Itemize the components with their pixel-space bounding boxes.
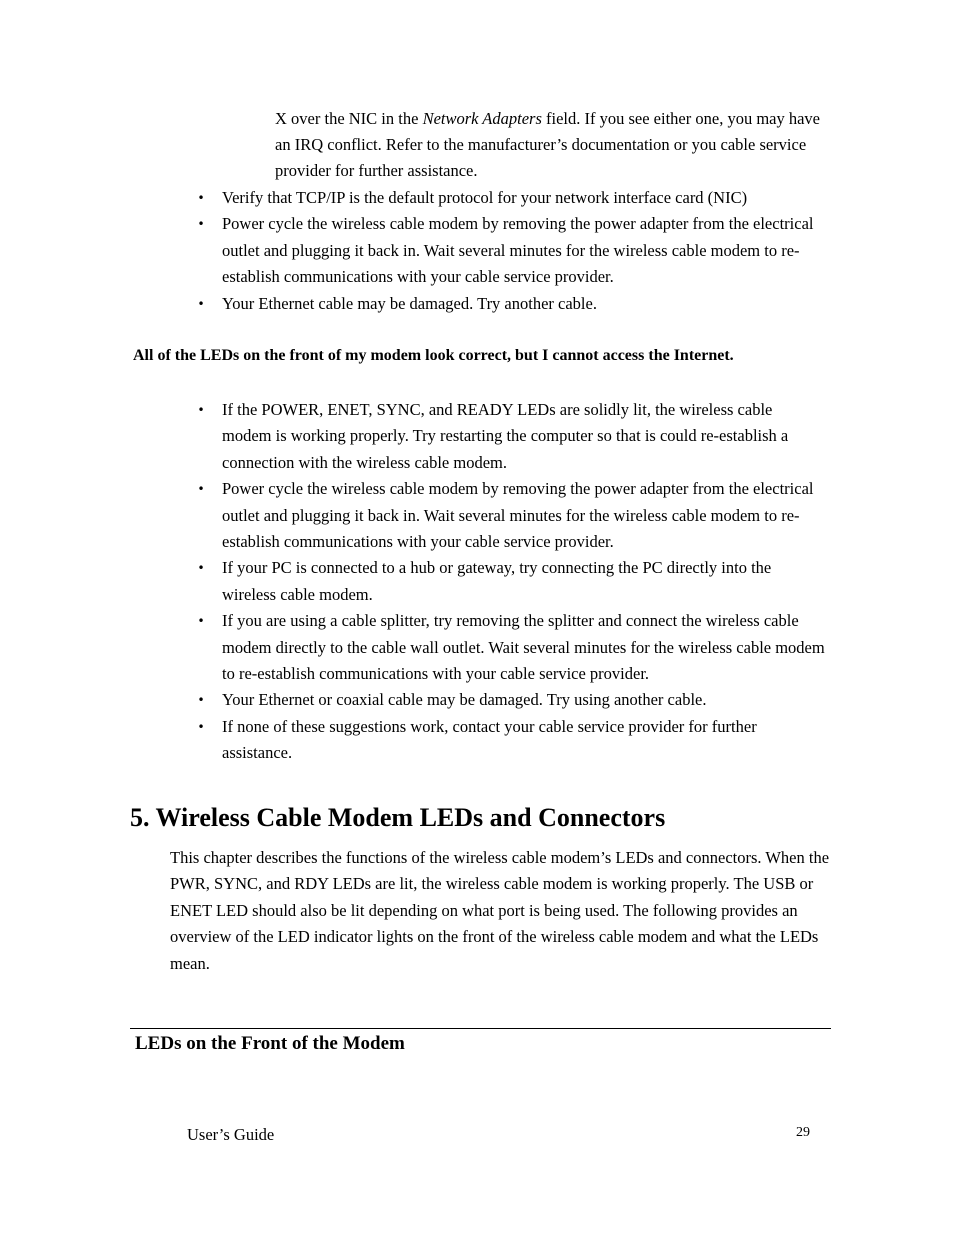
bullet-icon: • [197,693,205,708]
bullet-icon: • [197,403,205,417]
list-item [195,291,825,317]
troubleshooting-list-1 [195,185,825,317]
list-item [195,687,825,713]
section-heading: LEDs on the Front of the Modem [135,1033,405,1054]
continuation-paragraph [275,106,835,184]
bullet-icon: • [197,217,205,232]
list-item-text: If you are using a cable splitter, try removing the splitter and connect the wireless cable modem directly to the cable wall outlet. Wait several minutes for the wireless cable modem to re-establish communications with your cable service provider. [222,611,825,684]
chapter-intro-paragraph: This chapter describes the functions of the wireless cable modem’s LEDs and connectors. When the PWR, SYNC, and RDY LEDs are lit, the wireless cable modem is working properly. The USB or ENET LED should also be lit depending on what port is being used. The following provides an overview of the LED indicator lights on the front of the wireless cable modem and what the LEDs mean. [170,848,830,973]
list-item-text: Verify that TCP/IP is the default protocol for your network interface card (NIC) [222,188,748,207]
bullet-icon: • [197,614,205,629]
list-item-text: Your Ethernet or coaxial cable may be damaged. Try using another cable. [222,690,707,710]
list-item-text: If your PC is connected to a hub or gateway, try connecting the PC directly into the wireless cable modem. [222,558,772,604]
list-item [195,555,825,608]
list-item [195,476,825,555]
bullet-icon: • [197,296,205,311]
list-item-text: If the POWER, ENET, SYNC, and READY LEDs are solidly lit, the wireless cable modem is working properly. Try restarting the computer so that is could re-establish a connection with the wireless cable modem. [222,400,789,472]
footer-title: User’s Guide [187,1125,275,1144]
list-item [195,714,825,767]
question-heading: All of the LEDs on the front of my modem look correct, but I cannot access the Internet. [133,347,734,364]
chapter-title: 5. Wireless Cable Modem LEDs and Connectors [130,803,666,832]
list-item-text: Power cycle the wireless cable modem by removing the power adapter from the electrical outlet and plugging it back in. Wait several minutes for the wireless cable modem to re-establish communications with your cable service provider. [222,479,814,552]
list-item [195,397,825,476]
bullet-icon: • [197,719,205,734]
bullet-icon: • [197,482,205,497]
bullet-icon: • [197,561,205,576]
list-item-text: Your Ethernet cable may be damaged. Try another cable. [222,293,597,313]
list-item-text: Power cycle the wireless cable modem by removing the power adapter from the electrical outlet and plugging it back in. Wait several minutes for the wireless cable modem to re-establish communications with your cable service provider. [222,214,814,287]
list-item [195,211,825,290]
list-item [195,185,825,211]
page-number: 29 [796,1125,810,1140]
list-item [195,608,825,687]
continuation-text-after: field. If you see either one, you may have an IRQ conflict. Refer to the manufacturer’s documentation or you cable service provider for further assistance. [275,109,820,180]
troubleshooting-list-2 [195,397,825,767]
network-adapters-field-name: Network Adapters [422,109,542,128]
bullet-icon: • [197,191,205,205]
section-divider [130,1028,831,1029]
list-item-text: If none of these suggestions work, contact your cable service provider for further assistance. [222,716,757,763]
continuation-text-before: X over the NIC in the [275,109,423,128]
